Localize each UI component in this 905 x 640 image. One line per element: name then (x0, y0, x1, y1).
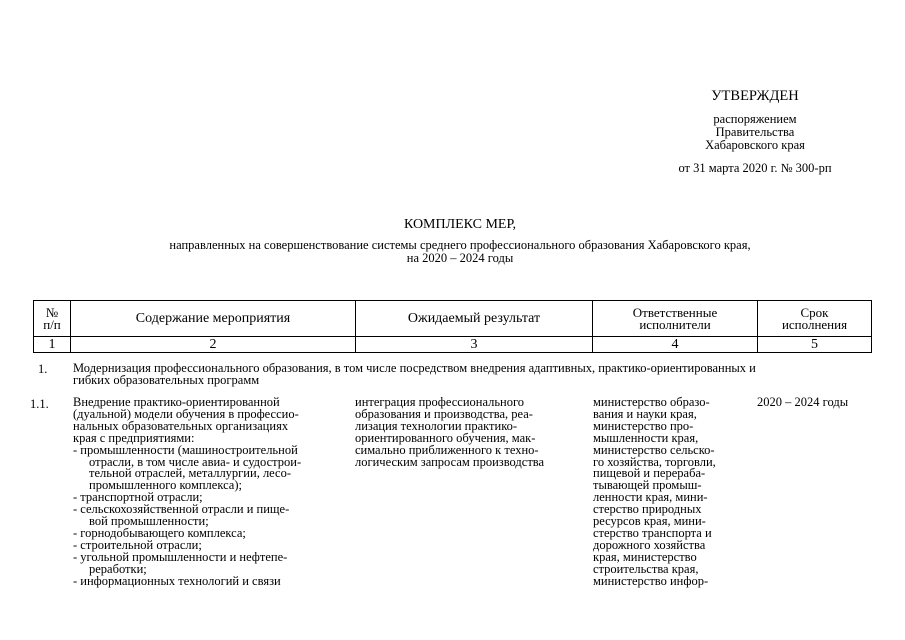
column-number: 3 (356, 337, 593, 353)
measures-table-header (33, 300, 872, 353)
column-number: 2 (71, 337, 356, 353)
approval-line: Правительства (715, 125, 795, 139)
title-sub-line: на 2020 – 2024 годы (406, 251, 514, 265)
header-deadline: Срок исполнения (758, 301, 872, 337)
approval-date: от 31 марта 2020 г. № 300-рп (678, 161, 832, 175)
item-content: Внедрение практико-ориентированной (дуальной) модели обучения в профессио- нальных образовательных организациях края с предприятиями: - промышленности (машиностроительной отрасли, в том числе авиа- и судострои- тельной отраслей, металлургии, лесо- промышленного комплекса); - транспортной отрасли; - сельскохозяйственной отрасли и пище- вой промышленности; - горнодобывающего комплекса; - строительной отрасли; - угольной промышленности и нефтепе- реработки; - информационных технологий и связи (73, 395, 302, 588)
document-title (60, 218, 860, 265)
approval-line: распоряжением (713, 112, 797, 126)
header-number: № п/п (34, 301, 71, 337)
section-number: 1. (38, 362, 48, 376)
item-responsible: министерство образо- вания и науки края, министерство про- мышленности края, министерство сельско- го хозяйства, торговли, пищевой и перераба- тывающей промыш- ленности края, мини- стерство природных ресурсов края, мини- стерство транспорта и дорожного хозяйства края, министерство строительства края, министерство инфор- (593, 395, 716, 588)
section-title: Модернизация профессионального образования, в том числе посредством внедрения адаптивных, практико-ориентированных и гибких образовательных программ (73, 361, 756, 387)
approval-block (640, 90, 870, 175)
item-result: интеграция профессионального образования и производства, реа- лизация технологии практико- ориентированного обучения, мак- симально приближенного к техно- логическим запросам производства (355, 395, 545, 469)
header-content: Содержание мероприятия (71, 301, 356, 337)
column-number: 5 (758, 337, 872, 353)
approval-heading: УТВЕРЖДЕН (711, 88, 799, 104)
column-number: 4 (593, 337, 758, 353)
header-responsible: Ответственные исполнители (593, 301, 758, 337)
title-main: КОМПЛЕКС МЕР, (403, 217, 517, 232)
title-sub-line: направленных на совершенствование системы среднего профессионального образования Хабаровского края, (169, 238, 751, 252)
item-deadline: 2020 – 2024 годы (757, 395, 849, 409)
column-number: 1 (34, 337, 71, 353)
item-number: 1.1. (30, 397, 49, 411)
header-result: Ожидаемый результат (356, 301, 593, 337)
approval-line: Хабаровского края (705, 138, 805, 152)
